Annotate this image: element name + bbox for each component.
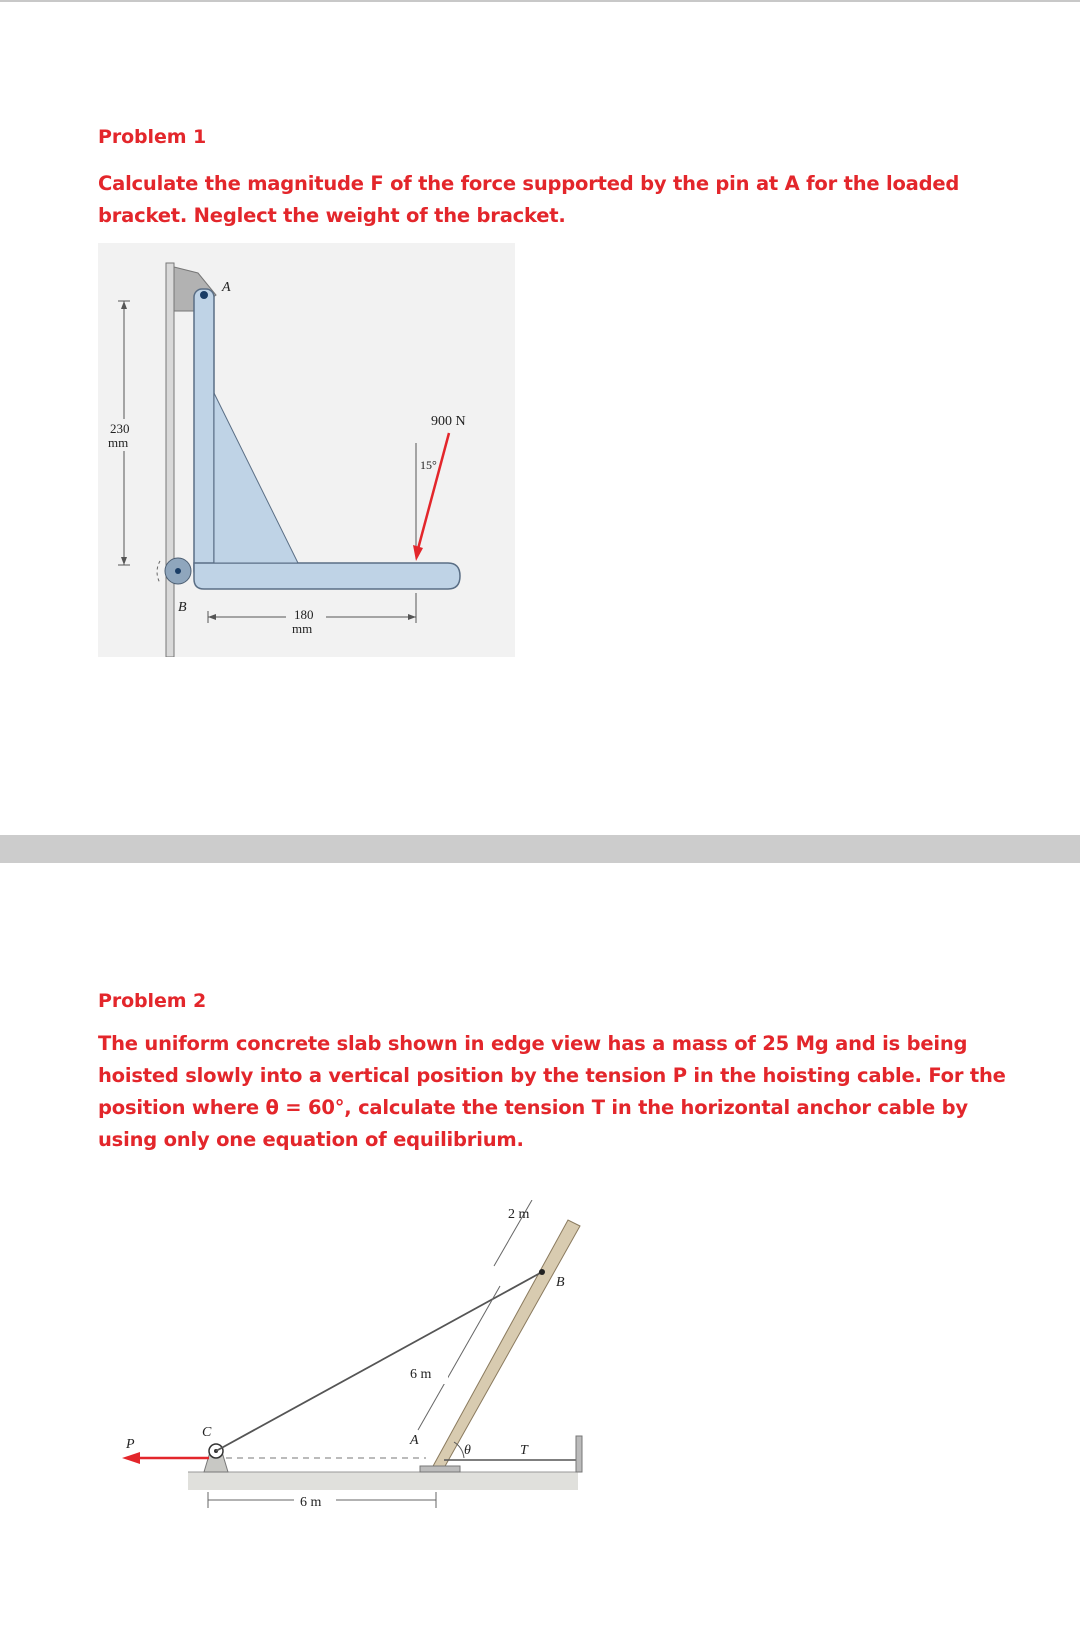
top-rule	[0, 0, 1080, 2]
problem-2-line-1: The uniform concrete slab shown in edge view has a mass of 25 Mg and is being	[98, 1032, 968, 1055]
width-unit: mm	[292, 621, 313, 636]
wall	[166, 263, 174, 657]
slab-length-dimension	[418, 1286, 500, 1430]
point-b-icon	[539, 1269, 545, 1275]
width-arrow-right-icon	[408, 614, 416, 620]
problem-2-line-3: position where θ = 60°, calculate the tension T in the horizontal anchor cable by	[98, 1096, 968, 1119]
problem-2-figure	[108, 1200, 628, 1540]
force-p-arrow-icon	[122, 1452, 140, 1464]
label-b: B	[178, 600, 187, 615]
label-theta: θ	[464, 1443, 471, 1458]
pin-a-support	[420, 1466, 460, 1472]
roller-b-guide-arc	[157, 561, 160, 583]
height-arrow-top-icon	[121, 301, 127, 309]
height-unit: mm	[108, 435, 129, 450]
force-900n-line	[418, 433, 449, 549]
width-arrow-left-icon	[208, 614, 216, 620]
label-c: C	[202, 1425, 212, 1440]
bracket-gusset	[214, 393, 298, 563]
label-t: T	[520, 1443, 528, 1458]
problem-2-text	[98, 1028, 1006, 1156]
top-length-label: 2 m	[508, 1207, 530, 1222]
slab-length-label: 6 m	[410, 1367, 432, 1382]
problem-2-line-4: using only one equation of equilibrium.	[98, 1128, 524, 1151]
pin-a-icon	[200, 291, 208, 299]
angle-label: 15°	[420, 458, 437, 472]
problem-1-text	[98, 168, 959, 232]
problem-1-line-1: Calculate the magnitude F of the force supported by the pin at A for the loaded	[98, 172, 960, 195]
problem-2-line-2: hoisted slowly into a vertical position by the tension P in the hoisting cable. For the	[98, 1064, 1006, 1087]
bracket-horizontal-member	[194, 563, 460, 589]
anchor-post	[576, 1436, 582, 1472]
label-p: P	[126, 1437, 135, 1452]
force-900n-arrow-icon	[413, 545, 423, 561]
bracket-diagram	[98, 243, 515, 657]
roller-b-center-icon	[175, 568, 181, 574]
section-separator	[0, 835, 1080, 863]
concrete-slab	[432, 1220, 580, 1468]
problem-1-title: Problem 1	[98, 126, 207, 148]
problem-1-figure	[98, 243, 515, 657]
ground	[188, 1472, 578, 1490]
base-length-label: 6 m	[300, 1495, 322, 1510]
label-a2: A	[410, 1433, 419, 1448]
label-a: A	[222, 280, 231, 295]
problem-1-line-2: bracket. Neglect the weight of the bracket.	[98, 204, 566, 227]
width-value: 180	[294, 607, 314, 622]
label-b2: B	[556, 1275, 565, 1290]
slab-diagram	[108, 1200, 628, 1540]
height-arrow-bottom-icon	[121, 557, 127, 565]
height-value: 230	[110, 421, 130, 436]
problem-2-title: Problem 2	[98, 990, 207, 1012]
force-label: 900 N	[431, 414, 466, 429]
bracket-vertical-member	[194, 289, 214, 579]
